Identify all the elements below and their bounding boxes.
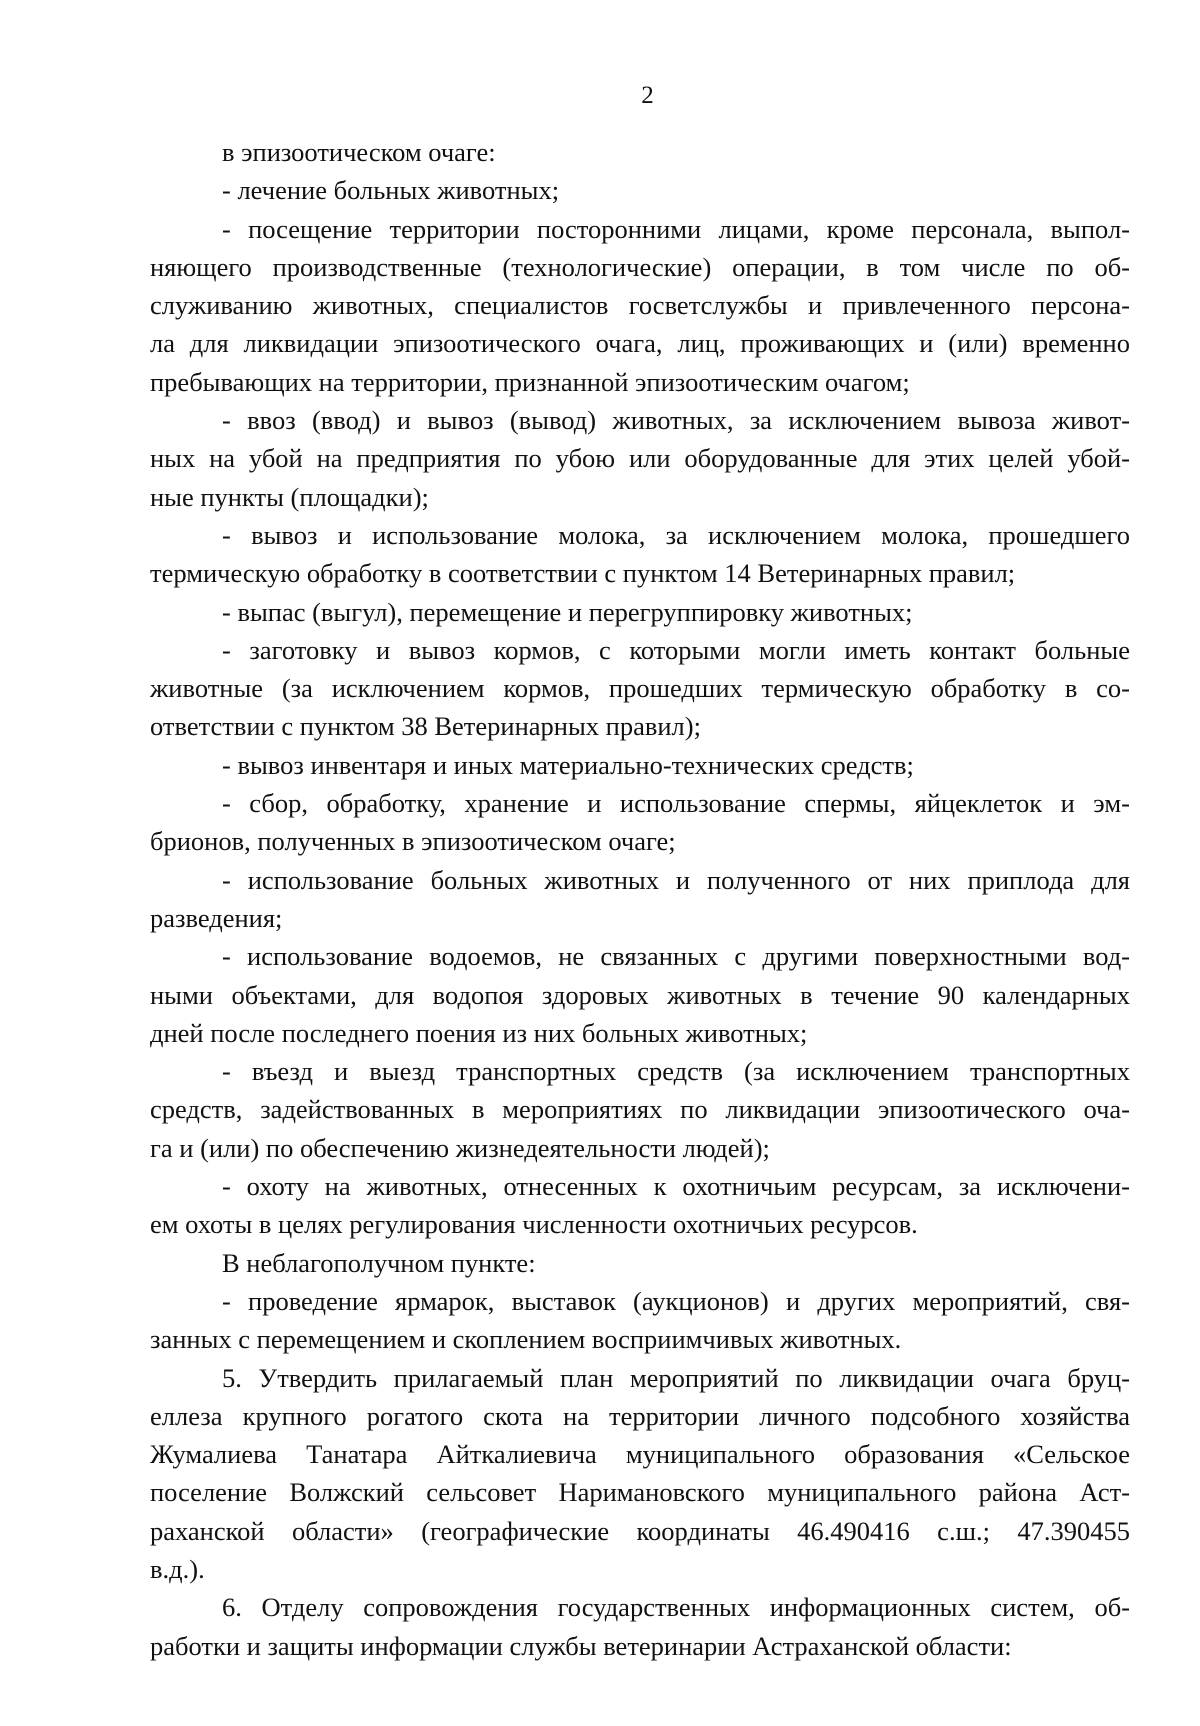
text-line: в эпизоотическом очаге: — [222, 137, 496, 167]
text-line: - проведение ярмарок, выставок (аукционов) и других мероприятий, свя- — [222, 1285, 1130, 1316]
text-line: поселение Волжский сельсовет Наримановского муниципального района Аст- — [150, 1477, 1130, 1508]
text-line: 5. Утвердить прилагаемый план мероприятий по ликвидации очага бруц- — [222, 1362, 1130, 1393]
text-line: раханской области» (географические координаты 46.490416 с.ш.; 47.390455 — [150, 1515, 1130, 1546]
text-line: пребывающих на территории, признанной эпизоотическим очагом; — [150, 366, 910, 397]
text-line: ответствии с пунктом 38 Ветеринарных правил); — [150, 711, 701, 742]
text-line: - выпас (выгул), перемещение и перегруппировку животных; — [222, 596, 913, 627]
text-line: занных с перемещением и скоплением восприимчивых животных. — [150, 1324, 902, 1355]
text-line: - вывоз инвентаря и иных материально-технических средств; — [222, 749, 914, 780]
text-line: - въезд и выезд транспортных средств (за исключением транспортных — [222, 1056, 1130, 1087]
text-line: няющего производственные (технологические) операции, в том числе по об- — [150, 251, 1130, 282]
text-line: ными объектами, для водопоя здоровых животных в течение 90 календарных — [150, 979, 1130, 1010]
text-line: ла для ликвидации эпизоотического очага, лиц, проживающих и (или) временно — [150, 328, 1130, 359]
page-number: 2 — [641, 82, 654, 109]
text-line: ем охоты в целях регулирования численности охотничьих ресурсов. — [150, 1209, 918, 1240]
text-line: 6. Отделу сопровождения государственных информационных систем, об- — [222, 1592, 1130, 1623]
text-line: брионов, полученных в эпизоотическом очаге; — [150, 826, 676, 857]
text-line: средств, задействованных в мероприятиях по ликвидации эпизоотического оча- — [150, 1094, 1130, 1125]
text-line: - охоту на животных, отнесенных к охотничьим ресурсам, за исключени- — [222, 1171, 1130, 1202]
text-line: - вывоз и использование молока, за исключением молока, прошедшего — [222, 519, 1130, 550]
text-line: еллеза крупного рогатого скота на территории личного подсобного хозяйства — [150, 1400, 1130, 1431]
text-line: - заготовку и вывоз кормов, с которыми могли иметь контакт больные — [222, 634, 1130, 665]
text-line: Жумалиева Танатара Айткалиевича муниципального образования «Сельское — [150, 1439, 1130, 1470]
text-line: - лечение больных животных; — [222, 175, 560, 206]
text-line: - посещение территории посторонними лицами, кроме персонала, выпол- — [222, 213, 1130, 244]
document-body — [150, 133, 1130, 1665]
text-line: служиванию животных, специалистов госветслужбы и привлеченного персона- — [150, 290, 1130, 321]
text-line: - использование больных животных и полученного от них приплода для — [222, 864, 1130, 895]
text-line: термическую обработку в соответствии с пунктом 14 Ветеринарных правил; — [150, 558, 1016, 589]
text-line: животные (за исключением кормов, прошедших термическую обработку в со- — [150, 673, 1130, 704]
text-line: ных на убой на предприятия по убою или оборудованные для этих целей убой- — [150, 443, 1130, 474]
text-line: разведения; — [150, 902, 283, 933]
text-line: дней после последнего поения из них больных животных; — [150, 1017, 808, 1048]
text-line: - ввоз (ввод) и вывоз (вывод) животных, за исключением вывоза живот- — [222, 405, 1130, 436]
text-line: - использование водоемов, не связанных с другими поверхностными вод- — [222, 941, 1130, 972]
text-line: работки и защиты информации службы ветеринарии Астраханской области: — [150, 1630, 1012, 1661]
text-line: В неблагополучном пункте: — [222, 1247, 536, 1278]
text-line: га и (или) по обеспечению жизнедеятельности людей); — [150, 1132, 770, 1163]
text-line: ные пункты (площадки); — [150, 481, 429, 512]
text-line: в.д.). — [150, 1553, 205, 1584]
text-line: - сбор, обработку, хранение и использование спермы, яйцеклеток и эм- — [222, 788, 1130, 819]
